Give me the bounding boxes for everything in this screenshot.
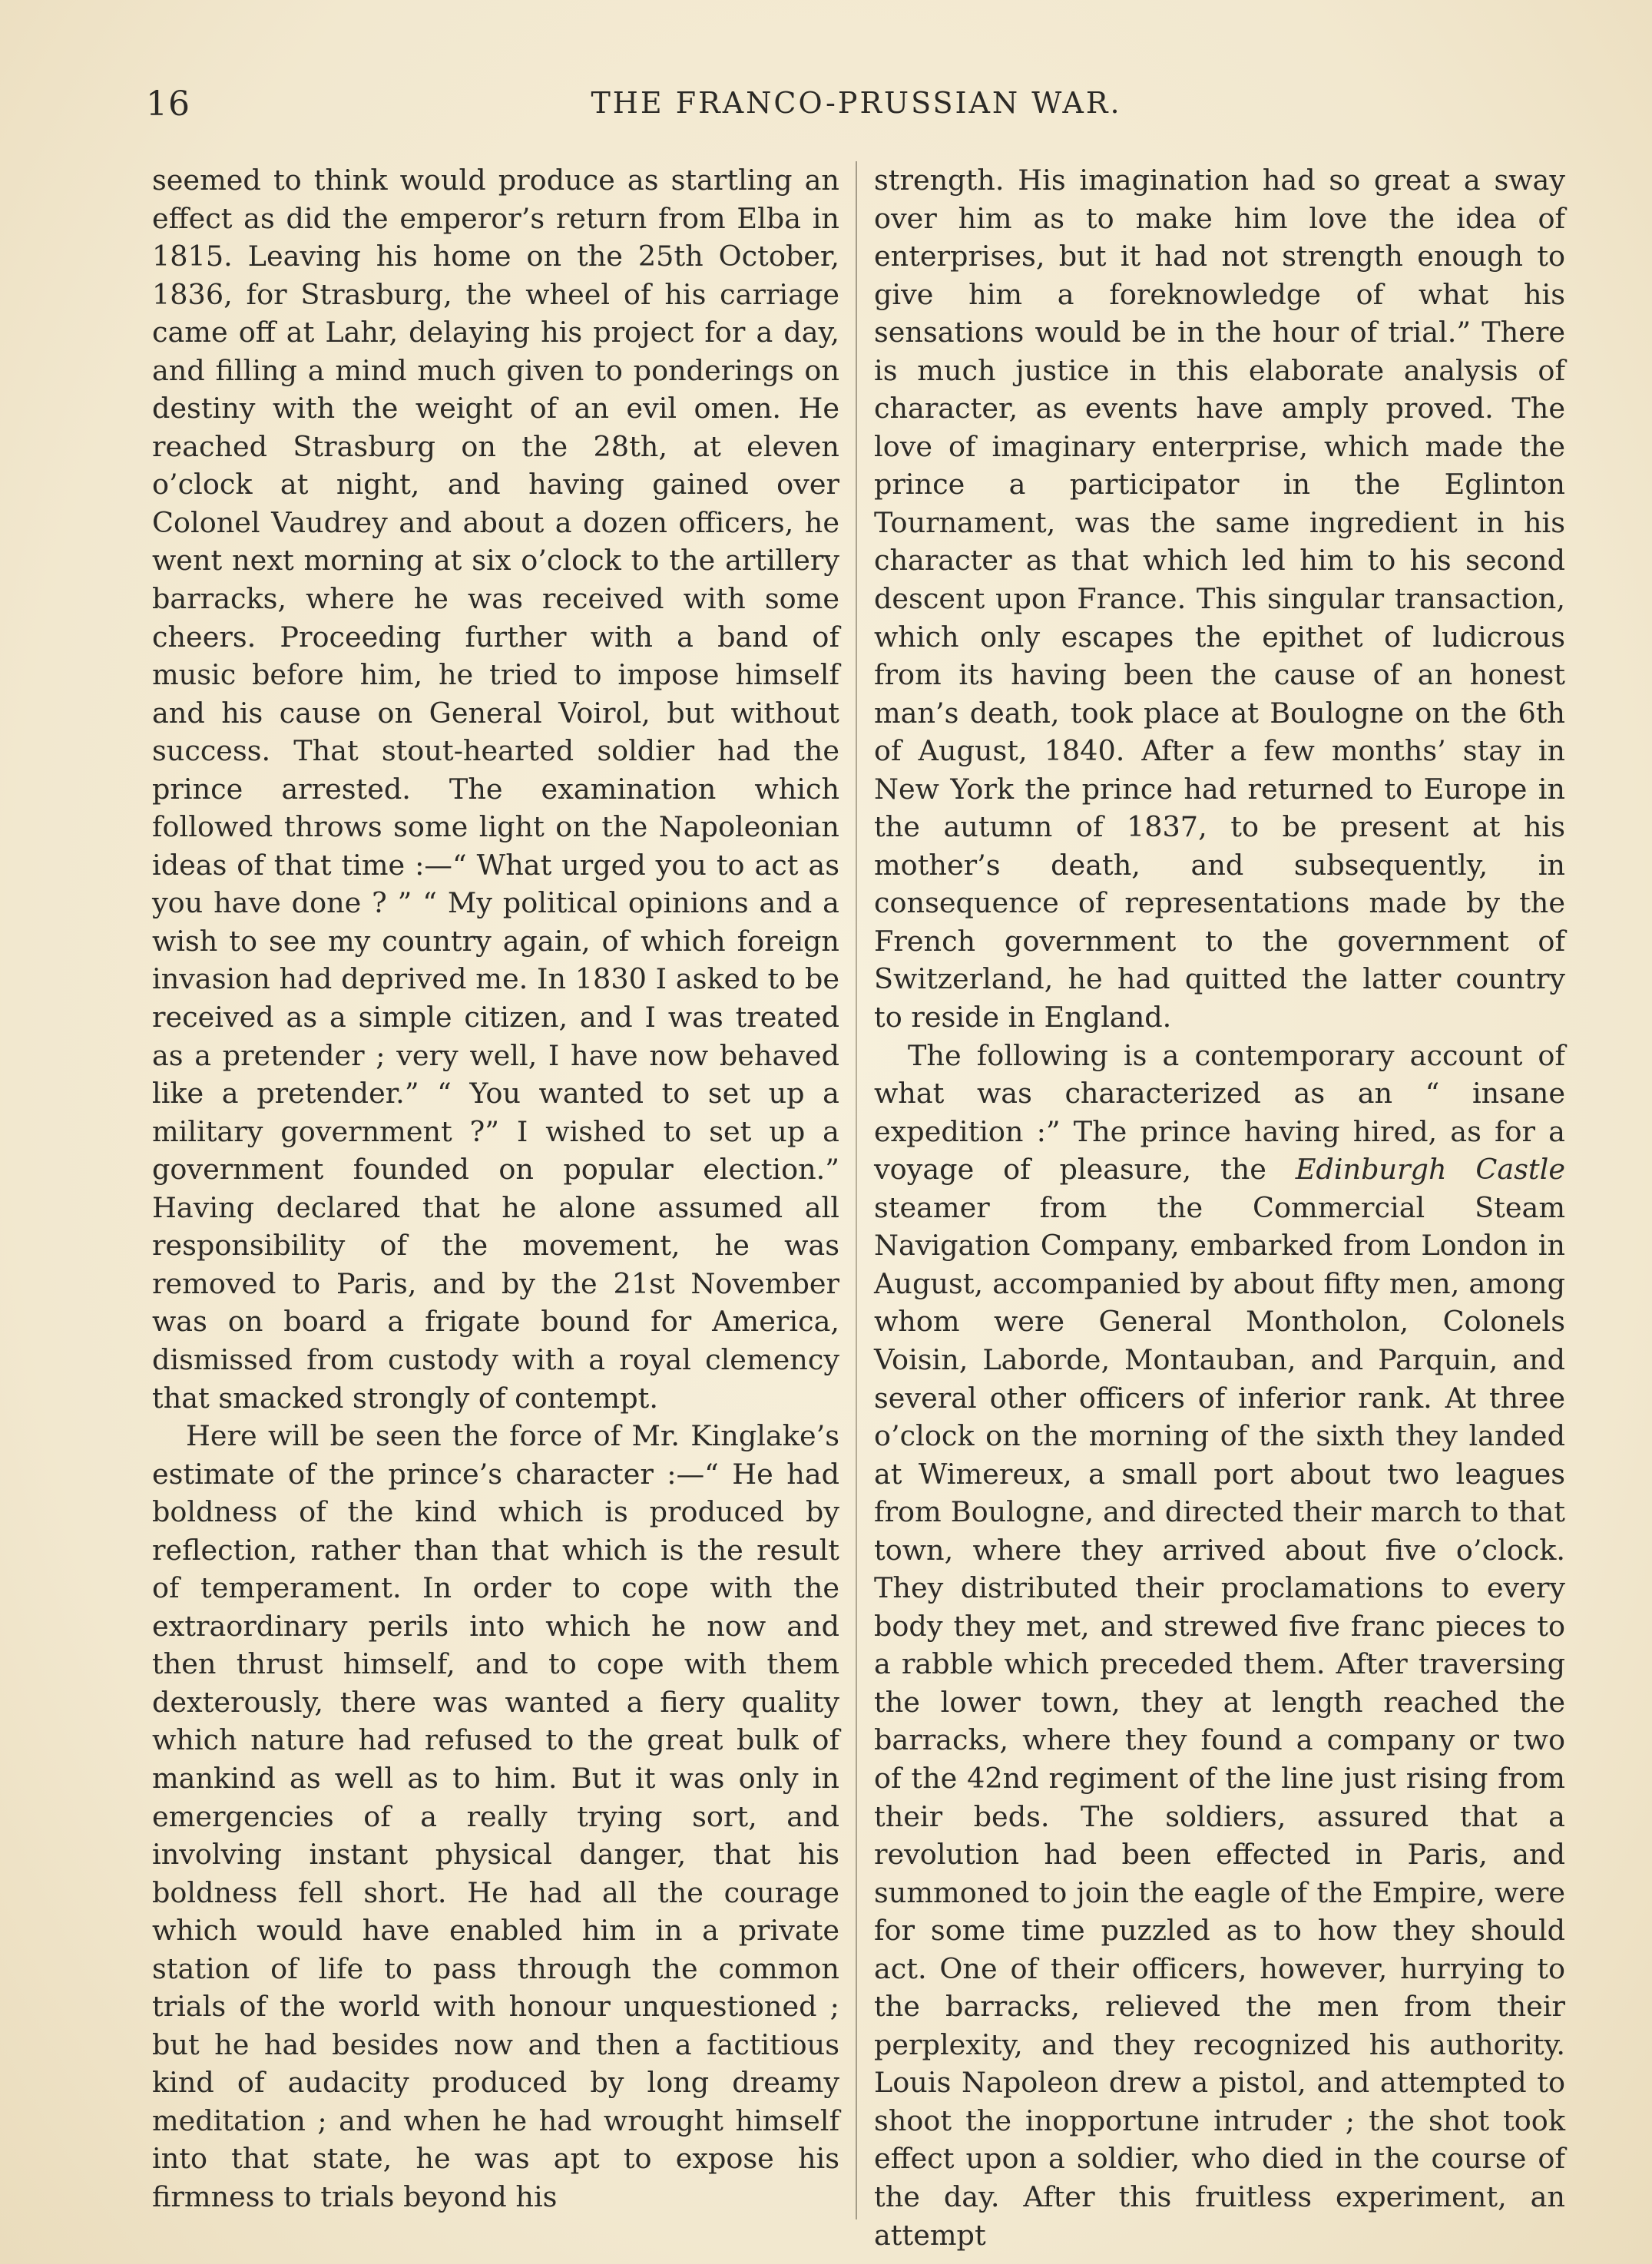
right-paragraph-2-rest: steamer from the Commercial Steam Navigation Company, embarked from London in August, accompanied by about fifty men, among whom were General Montholon, Colonels Voisin, Laborde, Montauban, and Parquin, and several other officers of inferior rank. At three o’clock on the morning of the sixth they landed at Wimereux, a small port about two leagues from Boulogne, and directed their march to that town, where they arrived about five o’clock. They distributed their proclamations to every body they met, and strewed five franc pieces to a rabble which preceded them. After traversing the lower town, they at length reached the barracks, where they found a company or two of the 42nd regiment of the line just rising from their beds. The soldiers, assured that a revolution had been effected in Paris, and summoned to join the eagle of the Empire, were for some time puzzled as to how they should act. One of their officers, however, hurrying to the barracks, relieved the men from their perplexity, and they recognized his authority. Louis Napoleon drew a pistol, and attempted to shoot the inopportune intruder ; the shot took effect upon a soldier, who died in the course of the day. After this fruitless experiment, an attempt	[874, 1190, 1565, 2252]
left-paragraph-2: Here will be seen the force of Mr. Kinglake’s estimate of the prince’s character :—“ He had boldness of the kind which is produced by reflection, rather than that which is the result of temperament. In order to cope with the extraordinary perils into which he now and then thrust himself, and to cope with them dexterously, there was wanted a fiery quality which nature had refused to the great bulk of mankind as well as to him. But it was only in emergencies of a really trying sort, and involving instant physical danger, that his boldness fell short. He had all the courage which would have enabled him in a private station of life to pass through the common trials of the world with honour unquestioned ; but he had besides now and then a factitious kind of audacity produced by long dreamy meditation ; and when he had wrought himself into that state, he was apt to expose his firmness to trials beyond his	[152, 1419, 839, 2213]
page-number: 16	[146, 84, 190, 124]
running-title: THE FRANCO-PRUSSIAN WAR.	[591, 86, 1122, 120]
ship-name: Edinburgh Castle	[1295, 1153, 1565, 1187]
left-paragraph-1: seemed to think would produce as startling an effect as did the emperor’s return from Elba in 1815. Leaving his home on the 25th October, 1836, for Strasburg, the wheel of his carriage came off at Lahr, delaying his project for a day, and filling a mind much given to ponderings on destiny with the weight of an evil omen. He reached Strasburg on the 28th, at eleven o’clock at night, and having gained over Colonel Vaudrey and about a dozen officers, he went next morning at six o’clock to the artillery barracks, where he was received with some cheers. Proceeding further with a band of music before him, he tried to impose himself and his cause on General Voirol, but without success. That stout-hearted soldier had the prince arrested. The examination which followed throws some light on the Napoleonian ideas of that time :—“ What urged you to act as you have done ? ” “ My political opinions and a wish to see my country again, of which foreign invasion had deprived me. In 1830 I asked to be received as a simple citizen, and I was treated as a pretender ; very well, I have now behaved like a pretender.” “ You wanted to set up a military government ?” I wished to set up a government founded on popular election.” Having declared that he alone assumed all responsibility of the movement, he was removed to Paris, and by the 21st November was on board a frigate bound for America, dismissed from custody with a royal clemency that smacked strongly of contempt.	[152, 164, 839, 1415]
page-header	[146, 84, 1567, 131]
right-column	[874, 161, 1565, 2254]
left-column	[152, 161, 839, 2216]
right-paragraph-2-start: The following is a contemporary account of what was characterized as an “ insane expedition :” The prince having hired, as for a voyage of pleasure, the	[874, 1038, 1565, 1187]
right-paragraph-2	[874, 1037, 1565, 2255]
column-divider	[856, 161, 857, 2219]
right-paragraph-1: strength. His imagination had so great a sway over him as to make him love the idea of enterprises, but it had not strength enough to give him a foreknowledge of what his sensations would be in the hour of trial.” There is much justice in this elaborate analysis of character, as events have amply proved. The love of imaginary enterprise, which made the prince a participator in the Eglinton Tournament, was the same ingredient in his character as that which led him to his second descent upon France. This singular transaction, which only escapes the epithet of ludicrous from its having been the cause of an honest man’s death, took place at Boulogne on the 6th of August, 1840. After a few months’ stay in New York the prince had returned to Europe in the autumn of 1837, to be present at his mother’s death, and subsequently, in consequence of representations made by the French government to the government of Switzerland, he had quitted the latter country to reside in England.	[874, 164, 1565, 1034]
